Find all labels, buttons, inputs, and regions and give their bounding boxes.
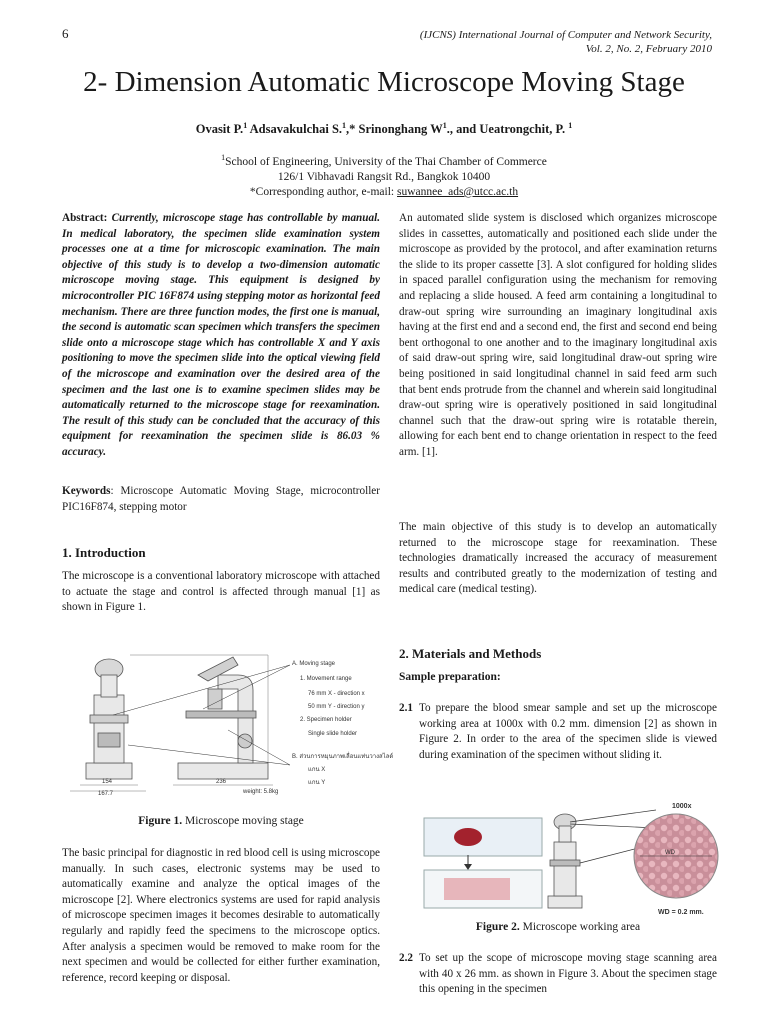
paper-title: 2- Dimension Automatic Microscope Moving Stage <box>83 66 685 98</box>
fig2-label-wd-value: WD = 0.2 mm. <box>658 909 704 916</box>
fig1-label-b: B. ส่วนการหมุนภาพเลื่อนแท่นวางสไลด์ <box>292 754 394 760</box>
abstract <box>62 211 380 461</box>
author-3: ,* Srinonghang W <box>346 122 443 137</box>
email-link[interactable]: suwannee_ads@utcc.ac.th <box>397 185 519 198</box>
author-4: ., and Ueatrongchit, P. <box>446 122 566 137</box>
fig1-dim-3: 236 <box>216 779 227 785</box>
figure-1-image <box>68 645 394 797</box>
item-number: 2.1 <box>399 702 413 714</box>
author-2-affil: 1 <box>342 121 347 130</box>
affiliation <box>0 150 768 200</box>
fig2-label-wd: WD <box>665 850 675 856</box>
fig1-label-m1b: 50 mm Y - direction y <box>308 704 365 710</box>
fig1-label-m2: 2. Specimen holder <box>300 717 352 723</box>
author-3-affil: 1 <box>442 121 447 130</box>
keywords-label: Keywords <box>62 485 111 497</box>
affil-address: 126/1 Vibhavadi Rangsit Rd., Bangkok 10400 <box>277 170 491 183</box>
item-text: To set up the scope of microscope moving stage scanning area with 40 x 26 mm. as shown in Figure 3. About the specimen stage this opening in the specimen <box>419 952 717 996</box>
figure-1-caption <box>62 815 380 827</box>
right-paragraph-2: The main objective of this study is to develop an automatically returned to the microscope stage for reexamination. These technologies dramatically increased the accuracy of measurement results and contributed greatly to the modernization of testing and medical care (medical testing). <box>399 521 717 596</box>
journal-issue: Vol. 2, No. 2, February 2010 <box>585 43 712 55</box>
intro-paragraph-2: The basic principal for diagnostic in red blood cell is using microscope manually. In such cases, electronic systems may be used to automatically examine and analyze the optical images of the microscope [2]. Where electronics systems are used for rapid analysis of microscope specimen images it becomes desirable to automatically regularly and rapidly feed the specimens to the microscope optics. After analysis a specimen would be removed to make room for the next specimen and would be collected for either further examination, reference, record keeping or disposal. <box>62 847 380 984</box>
affil-marker: 1 <box>221 153 226 162</box>
author-1: Ovasit P. <box>195 122 244 137</box>
section-heading-methods: 2. Materials and Methods <box>399 646 542 661</box>
corresponding-label: *Corresponding author, e-mail: <box>249 185 397 198</box>
fig1-label-m2a: Single slide holder <box>308 731 358 737</box>
keywords-text: : Microscope Automatic Moving Stage, microcontroller PIC16F874, stepping motor <box>62 485 380 513</box>
page-number: 6 <box>62 26 69 41</box>
subheading-sample-prep: Sample preparation: <box>399 671 501 683</box>
fig1-label-m1: 1. Movement range <box>300 676 352 682</box>
item-number: 2.2 <box>399 952 413 964</box>
fig1-label-m1a: 76 mm X - direction x <box>308 691 365 697</box>
section-heading-intro: 1. Introduction <box>62 545 146 560</box>
journal-header <box>292 28 712 56</box>
list-item-2-1 <box>399 701 717 763</box>
right-paragraph-1: An automated slide system is disclosed which organizes microscope slides in cassettes, automatically and positioned each slide under the microscope as provided by the protocol, and after examination returns the slide to its proper cassette [3]. A slot configured for holding slides in spaced parallel configuration using the mechanism for removing and replacing a slide housed. A feed arm containing a longitudinal to draw-out spring wire surrounding an imaginary longitudinal axis having at the first end and a second end, the first and second end being bent orthogonal to one another and to the imaginary longitudinal axis of said draw-out spring wire, said longitudinal draw-out spring wire being positioned in said longitudinal channel in said feed arm such that bent ends protrude from the channel and wherein said longitudinal draw-out spring wire is operatively positioned in said longitudinal channel such that the draw-out spring wire is rotatable therein, allowing for each bent end to change orientation in respect to the feed arm. [1]. <box>399 212 717 458</box>
fig1-label-by: แกน Y <box>308 780 326 786</box>
keywords <box>62 484 380 515</box>
figure-2-image <box>420 800 720 920</box>
author-list <box>0 121 768 137</box>
list-item-2-2 <box>399 951 717 998</box>
figure-2-caption <box>399 921 717 933</box>
fig1-dim-1: 154 <box>102 779 113 785</box>
item-text: To prepare the blood smear sample and set up the microscope working area at 1000x with 0.2 mm. dimension [2] as shown in Figure 2. In order to the area of the specimen slide is viewed during examination of the specimen without sliding it. <box>419 702 717 761</box>
fig2-label-1000x: 1000x <box>672 803 692 810</box>
figure-1-caption-text: Microscope moving stage <box>182 815 304 827</box>
fig1-label-bx: แกน X <box>308 767 326 773</box>
figure-2-number: Figure 2. <box>475 921 520 933</box>
fig1-label-a: A. Moving stage <box>292 661 336 667</box>
author-2: Adsavakulchai S. <box>249 122 343 137</box>
fig1-dim-2: 167.7 <box>98 791 114 797</box>
author-1-affil: 1 <box>243 121 248 130</box>
affil-school: School of Engineering, University of the Thai Chamber of Commerce <box>225 155 547 168</box>
abstract-label: Abstract: <box>62 212 108 224</box>
author-4-affil: 1 <box>568 121 573 130</box>
intro-paragraph-1: The microscope is a conventional laboratory microscope with attached to actuate the stage and control is affected through manual [1] as shown in Figure 1. <box>62 570 380 614</box>
figure-1-number: Figure 1. <box>138 815 183 827</box>
abstract-text: Currently, microscope stage has controllable by manual. In medical laboratory, the specimen slide examination system processes one at a time for microscopic examination. The main objective of this study is to develop a two-dimension automatic microscope moving stage. This equipment is designed by microcontroller PIC 16F874 using stepping motor as horizontal feed mechanism. There are three function modes, the first one is manual, the second is automatic scan specimen which transfers the specimen slide onto a microscope stage which has controllable X and Y axis positioning to move the specimen slide into the optical viewing field of the microscope and examination over the desired area of the specimen and the last one is to examine specimen slides may be automatically returned to the microscope stage for reexamination. The result of this study can be concluded that the accuracy of this equipment for reexamination the specimen slide is 86.03 % accuracy. <box>62 212 380 458</box>
figure-2-caption-text: Microscope working area <box>519 921 641 933</box>
journal-name: (IJCNS) International Journal of Computer and Network Security, <box>419 29 712 41</box>
fig1-label-weight: weight: 5.8kg <box>243 789 279 795</box>
